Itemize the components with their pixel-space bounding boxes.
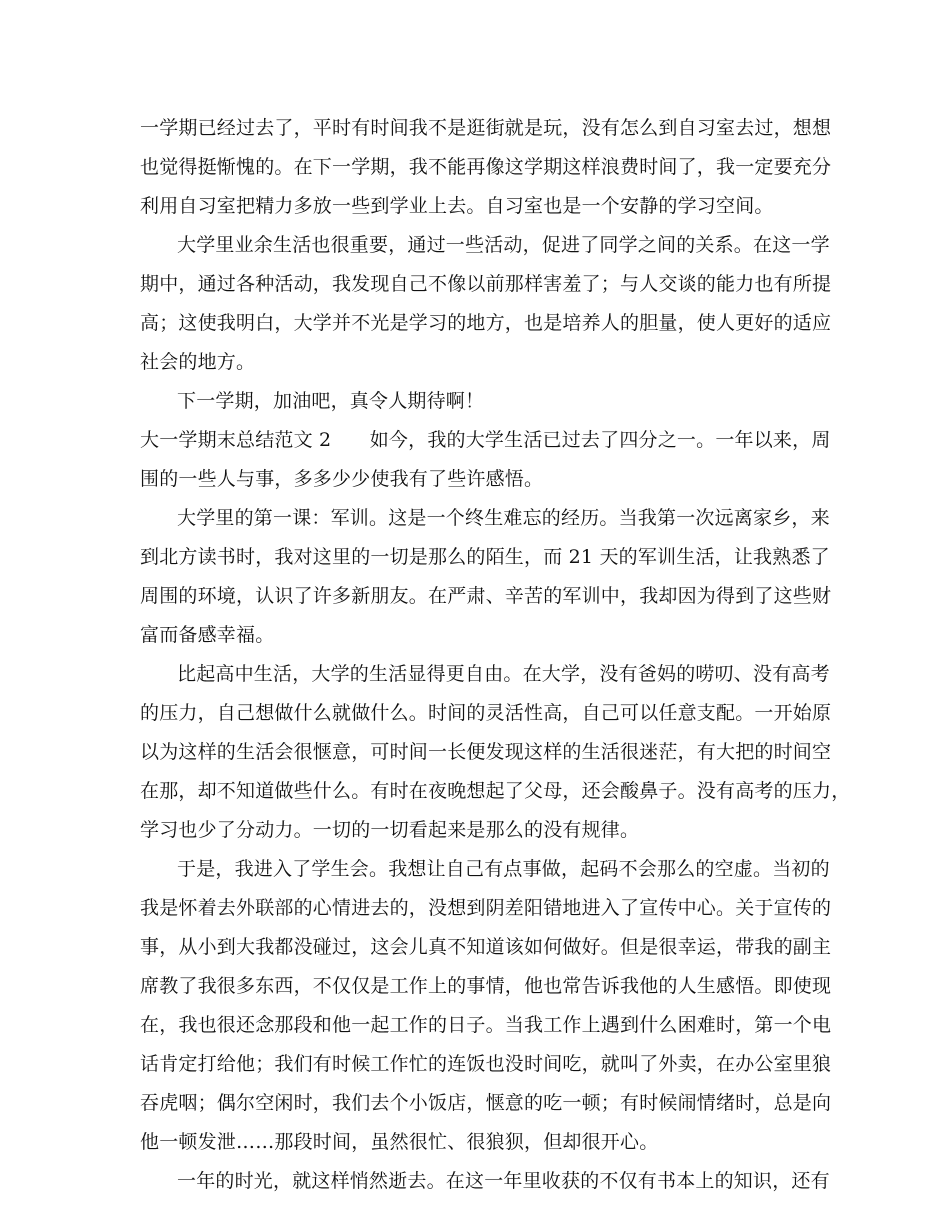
text-line: 利用自习室把精力多放一些到学业上去。自习室也是一个安静的学习空间。 xyxy=(140,195,774,217)
paragraph-start-line: 大学里业余生活也很重要，通过一些活动，促进了同学之间的关系。在这一学 xyxy=(177,234,830,256)
text-line: 学习也少了分动力。一切的一切看起来是那么的没有规律。 xyxy=(140,819,640,841)
text-line: 他一顿发泄……那段时间，虽然很忙、很狼狈，但却很开心。 xyxy=(140,1131,659,1153)
text-line: 一学期已经过去了，平时有时间我不是逛街就是玩，没有怎么到自习室去过，想想 xyxy=(140,117,832,139)
paragraph-start-line: 于是，我进入了学生会。我想让自己有点事做，起码不会那么的空虚。当初的 xyxy=(177,858,830,880)
text-line: 社会的地方。 xyxy=(140,351,256,373)
text-line: 在，我也很还念那段和他一起工作的日子。当我工作上遇到什么困难时，第一个电 xyxy=(140,1014,832,1036)
text-line: 富而备感幸福。 xyxy=(140,624,275,646)
text-line: 围的一些人与事，多多少少使我有了些许感悟。 xyxy=(140,468,544,490)
text-line: 期中，通过各种活动，我发现自己不像以前那样害羞了；与人交谈的能力也有所提 xyxy=(140,273,832,295)
text-line: 话肯定打给他；我们有时候工作忙的连饭也没时间吃，就叫了外卖，在办公室里狼 xyxy=(140,1053,832,1075)
text-line: 的压力，自己想做什么就做什么。时间的灵活性高，自己可以任意支配。一开始原 xyxy=(140,702,832,724)
text-line: 我是怀着去外联部的心情进去的，没想到阴差阳错地进入了宣传中心。关于宣传的 xyxy=(140,897,832,919)
paragraph-start-line: 下一学期，加油吧，真令人期待啊！ xyxy=(177,390,485,412)
section-heading-line: 大一学期末总结范文 2 如今，我的大学生活已过去了四分之一。一年以来，周 xyxy=(140,429,831,451)
paragraph-start-line: 比起高中生活，大学的生活显得更自由。在大学，没有爸妈的唠叨、没有高考 xyxy=(177,663,830,685)
text-line: 到北方读书时，我对这里的一切是那么的陌生，而 21 天的军训生活，让我熟悉了 xyxy=(140,546,830,568)
text-line: 席教了我很多东西，不仅仅是工作上的事情，他也常告诉我他的人生感悟。即使现 xyxy=(140,975,832,997)
text-line: 以为这样的生活会很惬意，可时间一长便发现这样的生活很迷茫，有大把的时间空 xyxy=(140,741,832,763)
text-line: 吞虎咽；偶尔空闲时，我们去个小饭店，惬意的吃一顿；有时候闹情绪时，总是向 xyxy=(140,1092,832,1114)
text-line: 也觉得挺惭愧的。在下一学期，我不能再像这学期这样浪费时间了，我一定要充分 xyxy=(140,156,832,178)
paragraph-start-line: 大学里的第一课：军训。这是一个终生难忘的经历。当我第一次远离家乡，来 xyxy=(177,507,830,529)
paragraph-start-line: 一年的时光，就这样悄然逝去。在这一年里收获的不仅有书本上的知识，还有 xyxy=(177,1170,830,1192)
text-line: 事，从小到大我都没碰过，这会儿真不知道该如何做好。但是很幸运，带我的副主 xyxy=(140,936,832,958)
text-line: 周围的环境，认识了许多新朋友。在严肃、辛苦的军训中，我却因为得到了这些财 xyxy=(140,585,832,607)
text-line: 高；这使我明白，大学并不光是学习的地方，也是培养人的胆量，使人更好的适应 xyxy=(140,312,832,334)
text-line: 在那，却不知道做些什么。有时在夜晚想起了父母，还会酸鼻子。没有高考的压力， xyxy=(140,780,851,802)
